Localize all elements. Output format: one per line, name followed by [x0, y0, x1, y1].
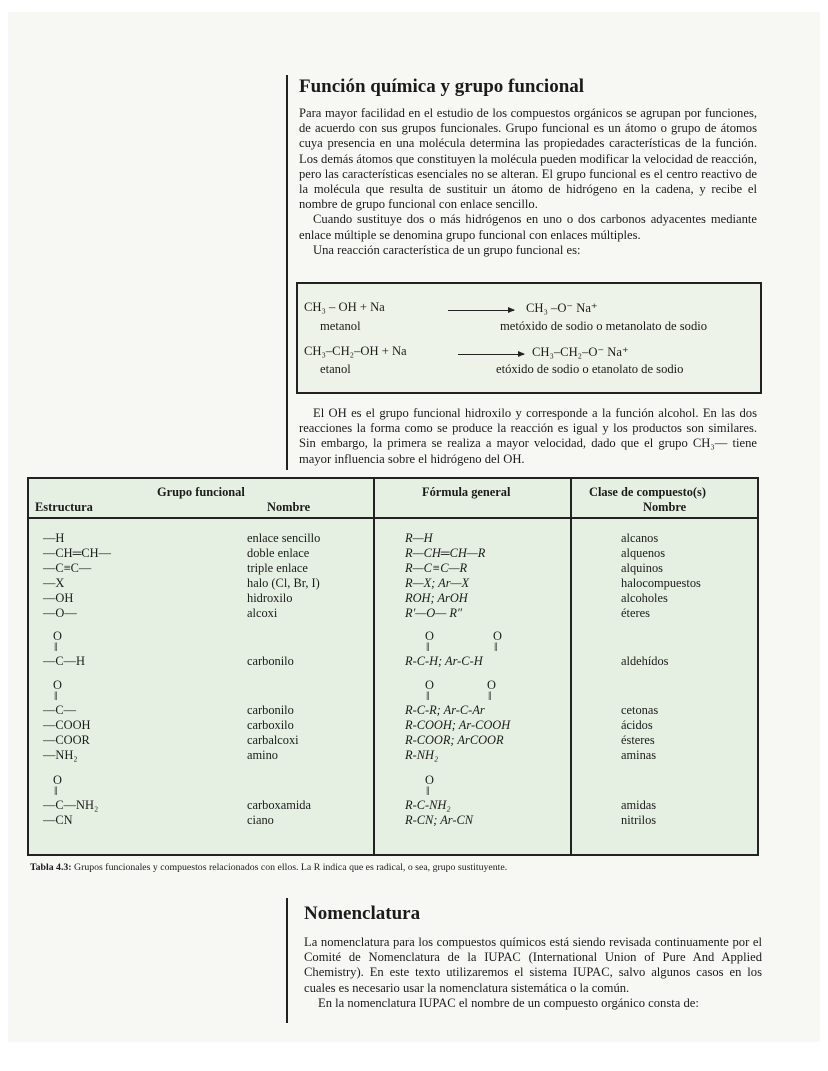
name-cell: doble enlace [247, 546, 310, 560]
formula-cell: R-NH₂ [405, 748, 439, 762]
double-bond-mark: ‖ [488, 689, 492, 703]
class-cell: aldehídos [621, 654, 669, 668]
name-cell: carbonilo [247, 703, 294, 717]
formula-cell: R-C-R; Ar-C-Ar [405, 703, 485, 717]
reaction-box [296, 282, 762, 394]
name-cell: enlace sencillo [247, 531, 321, 545]
double-bond-mark: ‖ [54, 784, 58, 798]
class-cell: halocompuestos [621, 576, 701, 590]
class-cell: alquinos [621, 561, 663, 575]
caption-label: Tabla 4.3: [30, 862, 72, 873]
carbonyl-oxygen: O [425, 629, 434, 643]
name-cell: amino [247, 748, 278, 762]
reaction-1-reactant-name: metanol [320, 319, 361, 333]
structure-cell: —COOH [43, 718, 91, 732]
carbonyl-oxygen: O [487, 678, 496, 692]
structure-cell: —X [43, 576, 65, 590]
reaction-1-reactants: CH₃ – OH + Na [304, 300, 385, 314]
reaction-2-reactant-name: etanol [320, 362, 351, 376]
header-class-name: Nombre [643, 500, 687, 514]
reaction-1-product-name: metóxido de sodio o metanolato de sodio [500, 319, 708, 333]
paragraph-after-reactions: El OH es el grupo funcional hidroxilo y corresponde a la función alcohol. En las dos reacciones la forma como se produce la reacción es igual y los productos son similares. Sin embargo, la primera se realiza a mayor velocidad, dado que el grupo CH₃— tiene mayor influencia sobre el hidrógeno del OH. [299, 406, 757, 466]
section-title-funcion: Función química y grupo funcional [299, 76, 585, 97]
class-cell: alquenos [621, 546, 666, 560]
header-formula: Fórmula general [422, 485, 511, 499]
double-bond-mark: ‖ [494, 640, 498, 654]
carbonyl-oxygen: O [53, 629, 62, 643]
nomenclature-paragraphs [304, 935, 762, 1011]
double-bond-mark: ‖ [426, 689, 430, 703]
class-cell: nitrilos [621, 813, 657, 827]
formula-cell: R—C≡C—R [405, 561, 468, 575]
reaction-2-arrow [458, 354, 524, 355]
class-cell: amidas [621, 798, 657, 812]
class-cell: alcanos [621, 531, 659, 545]
nomenclature-paragraph-1: La nomenclatura para los compuestos químicos está siendo revisada continuamente por el Comité de Nomenclatura de la IUPAC (International Union of Pure And Applied Chemistry). En este texto utilizaremos el sistema IUPAC, salvo algunos casos en los cuales es necesario usar la nomenclatura sistemática o la común. [304, 935, 762, 995]
formula-cell: R—CH═CH—R [405, 546, 486, 560]
reaction-2-reactants: CH₃–CH₂–OH + Na [304, 344, 407, 358]
name-cell: alcoxi [247, 606, 278, 620]
table-divider [373, 479, 375, 854]
structure-cell: —OH [43, 591, 74, 605]
name-cell: triple enlace [247, 561, 308, 575]
name-cell: hidroxilo [247, 591, 293, 605]
intro-paragraphs [299, 106, 757, 258]
nomenclature-paragraph-2: En la nomenclatura IUPAC el nombre de un compuesto orgánico consta de: [318, 995, 699, 1010]
carbonyl-oxygen: O [53, 773, 62, 787]
reaction-2-products: CH₃–CH₂–O⁻ Na⁺ [532, 345, 629, 359]
paragraph-2: Cuando sustituye dos o más hidrógenos en uno o dos carbonos adyacentes mediante enlace múltiple se denomina grupo funcional con enlaces múltiples. [299, 212, 757, 242]
paragraph-1: Para mayor facilidad en el estudio de los compuestos orgánicos se agrupan por funciones, de acuerdo con sus grupos funcionales. Grupo funcional es un átomo o grupo de átomos cuya presencia en una molécula determina las propiedades características de la función. Los demás átomos que constituyen la molécula pueden modificar la velocidad de reacción, pero las características esenciales no se alteran. El grupo funcional es el centro reactivo de la molécula que resulta de sustituir un átomo de hidrógeno en la cadena, y recibe el nombre de grupo funcional con enlace sencillo. [299, 106, 757, 212]
double-bond-mark: ‖ [426, 640, 430, 654]
name-cell: carbonilo [247, 654, 294, 668]
section-title-nomenclatura: Nomenclatura [304, 903, 421, 924]
class-cell: ésteres [621, 733, 655, 747]
structure-cell: —C—NH₂ [43, 798, 99, 812]
formula-cell: R-C-NH₂ [405, 798, 451, 812]
structure-cell: —COOR [43, 733, 90, 747]
class-cell: alcoholes [621, 591, 668, 605]
double-bond-mark: ‖ [54, 640, 58, 654]
formula-cell: R-C-H; Ar-C-H [405, 654, 483, 668]
carbonyl-oxygen: O [425, 773, 434, 787]
class-cell: éteres [621, 606, 650, 620]
reaction-2-product-name: etóxido de sodio o etanolato de sodio [496, 362, 684, 376]
name-cell: ciano [247, 813, 274, 827]
header-name: Nombre [267, 500, 311, 514]
reaction-1-arrow [448, 310, 514, 311]
structure-cell: —H [43, 531, 65, 545]
structure-cell: —CH═CH— [43, 546, 111, 560]
formula-cell: ROH; ArOH [405, 591, 468, 605]
caption-text: Grupos funcionales y compuestos relacionados con ellos. La R indica que es radical, o sea, grupo sustituyente. [74, 862, 508, 873]
carbonyl-oxygen: O [53, 678, 62, 692]
structure-cell: —C— [43, 703, 77, 717]
formula-cell: R-COOH; Ar-COOH [405, 718, 511, 732]
carbonyl-oxygen: O [425, 678, 434, 692]
structure-cell: —C—H [43, 654, 85, 668]
table-caption [30, 862, 507, 873]
structure-cell: —O— [43, 606, 77, 620]
header-class: Clase de compuesto(s) [589, 485, 707, 499]
class-cell: ácidos [621, 718, 653, 732]
column-rule-lower [286, 898, 288, 1023]
reaction-1-products: CH₃ –O⁻ Na⁺ [526, 301, 598, 315]
formula-cell: R—H [405, 531, 433, 545]
formula-cell: R-CN; Ar-CN [405, 813, 474, 827]
header-structure: Estructura [35, 500, 93, 514]
class-cell: cetonas [621, 703, 659, 717]
name-cell: carboxilo [247, 718, 294, 732]
name-cell: halo (Cl, Br, I) [247, 576, 320, 590]
structure-cell: —CN [43, 813, 73, 827]
formula-cell: R-COOR; ArCOOR [405, 733, 504, 747]
name-cell: carboxamida [247, 798, 311, 812]
formula-cell: R—X; Ar—X [405, 576, 470, 590]
functional-groups-table [27, 477, 759, 856]
table-header-rule [29, 517, 757, 519]
double-bond-mark: ‖ [426, 784, 430, 798]
double-bond-mark: ‖ [54, 689, 58, 703]
column-rule [286, 75, 288, 470]
paragraph-3: Una reacción característica de un grupo funcional es: [313, 242, 581, 257]
header-group: Grupo funcional [157, 485, 245, 499]
table-divider [570, 479, 572, 854]
formula-cell: R′—O— R″ [405, 606, 463, 620]
name-cell: carbalcoxi [247, 733, 299, 747]
structure-cell: —C≡C— [43, 561, 92, 575]
structure-cell: —NH₂ [43, 748, 78, 762]
carbonyl-oxygen: O [493, 629, 502, 643]
class-cell: aminas [621, 748, 657, 762]
